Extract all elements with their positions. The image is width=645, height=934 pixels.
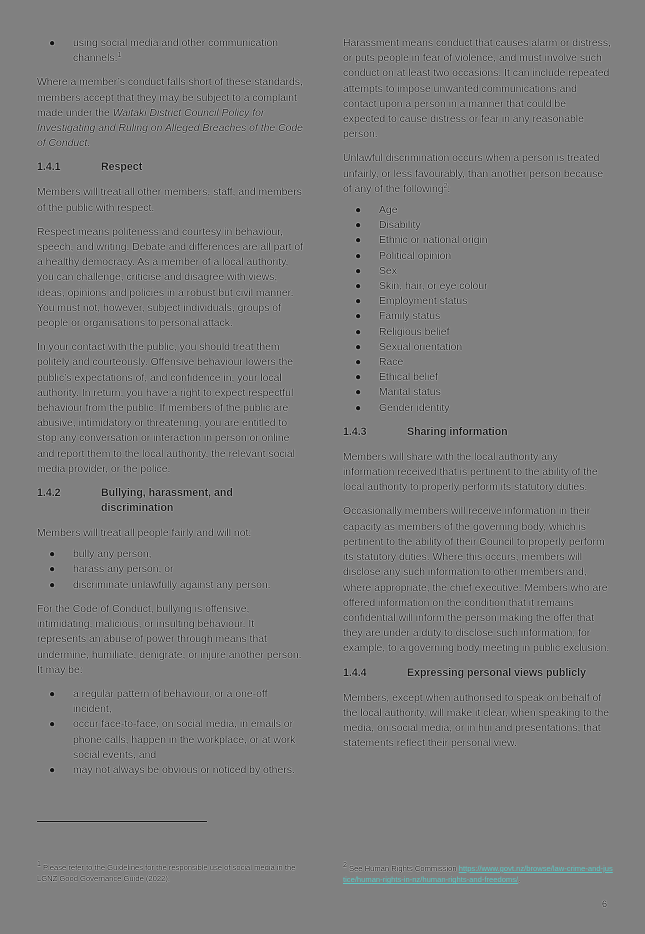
bullet-icon: ● xyxy=(49,764,56,776)
paragraph: In your contact with the public, you should treat them politely and courteously. Offensive behaviour lowers the public’s expectations of, and confidence in, your local authority. In return, you have a right to expect respectful behaviour from the public. If members of the public are abusive, intimidatory or threatening, you are entitled to stop any conversation or interaction in person or online and report them to the local authority, the relevant social media provider, or the police. xyxy=(37,342,295,475)
paragraph: Members will share with the local authority any information received that is pertinent to the ability of the local authority to properly perform its statutory duties. xyxy=(343,451,598,494)
list-item: ● Age xyxy=(343,203,611,218)
footnote-1: $^1$ Please refer to the Guidelines for the responsible use of social media in the LGNZ Good Governance Guide (2022). xyxy=(37,861,296,884)
discrimination-paragraph: Unlawful discrimination occurs when a person is treated unfairly, or less favourably, than another person because of any of the following$^2$: xyxy=(343,153,604,195)
bullet-icon: ● xyxy=(355,311,362,323)
list-item: ● Religious belief xyxy=(343,325,611,340)
right-column xyxy=(343,36,611,760)
list-item: ● discriminate unlawfully against any person. xyxy=(37,578,305,593)
bullet-icon: ● xyxy=(355,220,362,232)
policy-title: Waitaki District Council Policy for Investigating and Ruling on Alleged Breaches of the Code of Conduct xyxy=(37,107,303,150)
footnote-2: $^2$ See Human Rights Commission https://www.govt.nz/browse/law-crime-and-justice/human-rights-in-nz/human-rights-and-freedoms/. xyxy=(343,862,613,885)
footnote-ref[interactable]: 1 xyxy=(117,52,122,60)
bullet-icon: ● xyxy=(355,235,362,247)
bullet-icon: ● xyxy=(355,281,362,293)
section-heading-1-4-2: 1.4.2 Bullying, harassment, and discrimination xyxy=(37,487,233,515)
bullet-icon: ● xyxy=(49,579,56,591)
list-item: ● Sex xyxy=(343,264,611,279)
discrimination-grounds-list xyxy=(343,203,611,416)
bullet-icon: ● xyxy=(355,250,362,262)
list-item: ● Employment status xyxy=(343,294,611,309)
paragraph: Members, except when authorised to speak on behalf of the local authority, will make it clear, when speaking to the media, on social media, or in hui and presentations, that statements reflect their personal view. xyxy=(343,692,610,750)
footnote-divider xyxy=(37,821,207,822)
list-item: ● harass any person, or xyxy=(37,562,305,577)
list-item: ● Political opinion xyxy=(343,249,611,264)
bullet-icon: ● xyxy=(355,265,362,277)
conduct-paragraph: Where a member’s conduct falls short of these standards, members accept that they may be subject to a complaint made under the Waitaki District Council Policy for Investigating and Ruling on Alleged Breaches of the Code of Conduct. xyxy=(37,77,303,150)
bullet-icon: ● xyxy=(355,372,362,384)
list-item: ● Disability xyxy=(343,218,611,233)
bullying-bullet-list xyxy=(37,687,305,778)
paragraph: Members will treat all people fairly and will not: xyxy=(37,528,252,540)
bullet-icon: ● xyxy=(49,719,56,731)
conduct-bullet-list xyxy=(37,547,305,593)
section-heading-1-4-4: 1.4.4 Expressing personal views publicly xyxy=(343,666,586,679)
list-item: ● Ethnic or national origin xyxy=(343,233,611,248)
list-item: ● using social media and other communication channels.$^1$ xyxy=(49,38,279,65)
section-heading-1-4-1: 1.4.1 Respect xyxy=(37,161,143,174)
intro-bullet-list xyxy=(37,36,305,66)
list-item: ● bully any person, xyxy=(37,547,305,562)
list-item: ● occur face-to-face, on social media, in emails or phone calls, happen in the workplace, or at work social events, and xyxy=(49,719,296,761)
paragraph: Respect means politeness and courtesy in behaviour, speech, and writing. Debate and differences are all part of a healthy democracy. As a member of a local authority, you can challenge, criticise and disagree with views, ideas, opinions and policies in a robust but civil manner. You must not, however, subject individuals, groups of people or organisations to personal attack. xyxy=(37,226,304,330)
paragraph: Occasionally members will receive information in their capacity as members of the governing body, which is pertinent to the ability of their Council to properly perform its statutory duties. Where this occurs, members will disclose any such information to other members and, where appropriate, the chief executive. Members who are offered information on the condition that it remains confidential will inform the person making the offer that they are under a duty to disclose such information, for example, to a governing body meeting in public exclusion. xyxy=(343,506,610,655)
list-item: ● Race xyxy=(343,355,611,370)
bullet-icon: ● xyxy=(49,688,56,700)
bullet-icon: ● xyxy=(355,296,362,308)
paragraph: Members will treat all other members, staff, and members of the public with respect. xyxy=(37,187,302,214)
list-item: ● Marital status xyxy=(343,385,611,400)
list-item: ● a regular pattern of behaviour, or a one-off incident, xyxy=(49,688,268,716)
bullet-icon: ● xyxy=(49,38,56,49)
bullet-icon: ● xyxy=(355,341,362,353)
list-item: ● Ethical belief xyxy=(343,370,611,385)
harassment-paragraph: Harassment means conduct that causes alarm or distress, or puts people in fear of violence, and must involve such conduct on at least two occasions. It can include repeated attempts to impose unwanted communications and contact upon a person in a manner that could be expected to cause distress or fear in any reasonable person. xyxy=(343,38,611,141)
bullet-icon: ● xyxy=(355,402,362,414)
section-heading-1-4-3: 1.4.3 Sharing information xyxy=(343,425,508,438)
list-item: ● Skin, hair, or eye colour xyxy=(343,279,611,294)
page-number: 6 xyxy=(602,899,608,909)
list-item: ● Gender identity xyxy=(343,401,611,416)
bullet-icon: ● xyxy=(355,326,362,338)
bullet-icon: ● xyxy=(49,564,56,576)
list-item: ● Sexual orientation xyxy=(343,340,611,355)
bullet-icon: ● xyxy=(49,549,56,561)
bullet-icon: ● xyxy=(355,357,362,369)
bullet-icon: ● xyxy=(355,387,362,399)
paragraph: For the Code of Conduct, bullying is offensive, intimidating, malicious, or insulting behaviour. It represents an abuse of power through means that undermine, humiliate, denigrate, or injure another person. It may be: xyxy=(37,603,302,676)
bullet-icon: ● xyxy=(355,205,362,217)
footnote-ref[interactable]: 2 xyxy=(443,182,448,190)
left-column xyxy=(37,36,305,787)
list-item: ● Family status xyxy=(343,309,611,324)
list-item: ● may not always be obvious or noticed by others. xyxy=(37,763,305,778)
human-rights-link[interactable]: https://www.govt.nz/browse/law-crime-and-justice/human-rights-in-nz/human-rights-and-freedoms/ xyxy=(343,864,613,885)
